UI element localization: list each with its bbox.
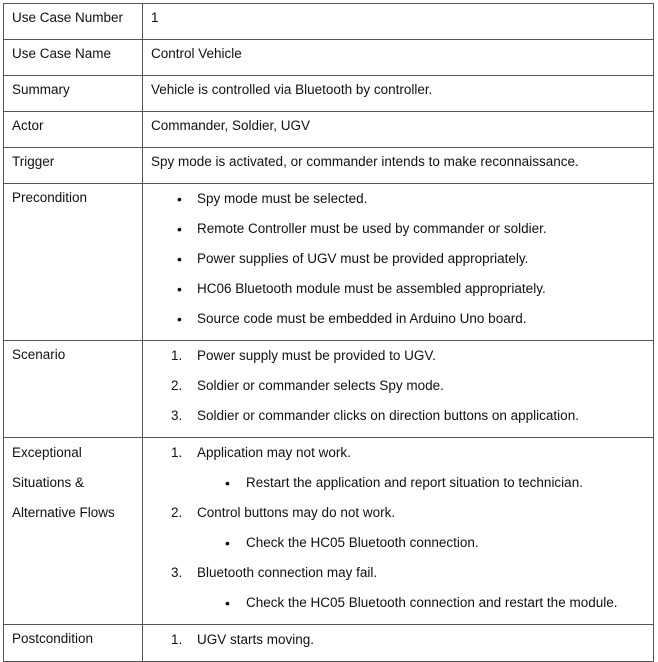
label-trigger: Trigger [4,148,143,184]
label-line: Alternative Flows [12,505,115,520]
row-use-case-number [4,4,654,40]
postcondition-list [143,625,654,662]
row-actor [4,112,654,148]
list-item [151,407,653,437]
list-number: 2. [171,378,183,393]
list-number: 2. [171,505,183,520]
scenario-list [143,341,654,438]
sub-list-item: • Restart the application and report situation to technician. [151,474,653,504]
list-item [151,504,653,534]
list-item [151,377,653,407]
list-text: Power supply must be provided to UGV. [197,348,436,363]
list-item [151,564,653,594]
value-trigger: Spy mode is activated, or commander intends to make reconnaissance. [143,148,654,184]
label-line: Situations & [12,475,85,490]
label-line: Exceptional [12,445,82,460]
list-text: Control buttons may do not work. [197,505,396,520]
label-postcondition: Postcondition [4,625,143,662]
precondition-list [143,184,654,341]
list-text: UGV starts moving. [197,632,315,647]
list-number: 1. [171,348,183,363]
list-item: • HC06 Bluetooth module must be assembled appropriately. [151,280,653,310]
row-scenario [4,341,654,438]
list-item [151,631,653,661]
row-exceptional [4,438,654,625]
list-number: 1. [171,632,183,647]
value-actor: Commander, Soldier, UGV [143,112,654,148]
list-number: 1. [171,445,183,460]
list-item: • Power supplies of UGV must be provided appropriately. [151,250,653,280]
label-actor: Actor [4,112,143,148]
list-number: 3. [171,408,183,423]
list-text: Soldier or commander clicks on direction buttons on application. [197,408,579,423]
value-use-case-number: 1 [143,4,654,40]
row-precondition [4,184,654,341]
list-text: Bluetooth connection may fail. [197,565,378,580]
exceptional-list [143,438,654,625]
sub-list-item: • Check the HC05 Bluetooth connection and restart the module. [151,594,653,624]
value-summary: Vehicle is controlled via Bluetooth by controller. [143,76,654,112]
label-precondition: Precondition [4,184,143,341]
label-exceptional [4,438,143,625]
row-summary [4,76,654,112]
list-item: • Source code must be embedded in Arduino Uno board. [151,310,653,340]
list-number: 3. [171,565,183,580]
list-text: Soldier or commander selects Spy mode. [197,378,444,393]
label-use-case-name: Use Case Name [4,40,143,76]
list-item: • Spy mode must be selected. [151,190,653,220]
row-postcondition [4,625,654,662]
list-item: • Remote Controller must be used by commander or soldier. [151,220,653,250]
value-use-case-name: Control Vehicle [143,40,654,76]
list-text: Application may not work. [197,445,351,460]
row-trigger [4,148,654,184]
use-case-table [3,3,654,662]
row-use-case-name [4,40,654,76]
label-use-case-number: Use Case Number [4,4,143,40]
sub-list-item: • Check the HC05 Bluetooth connection. [151,534,653,564]
list-item [151,347,653,377]
label-scenario: Scenario [4,341,143,438]
label-summary: Summary [4,76,143,112]
list-item [151,444,653,474]
